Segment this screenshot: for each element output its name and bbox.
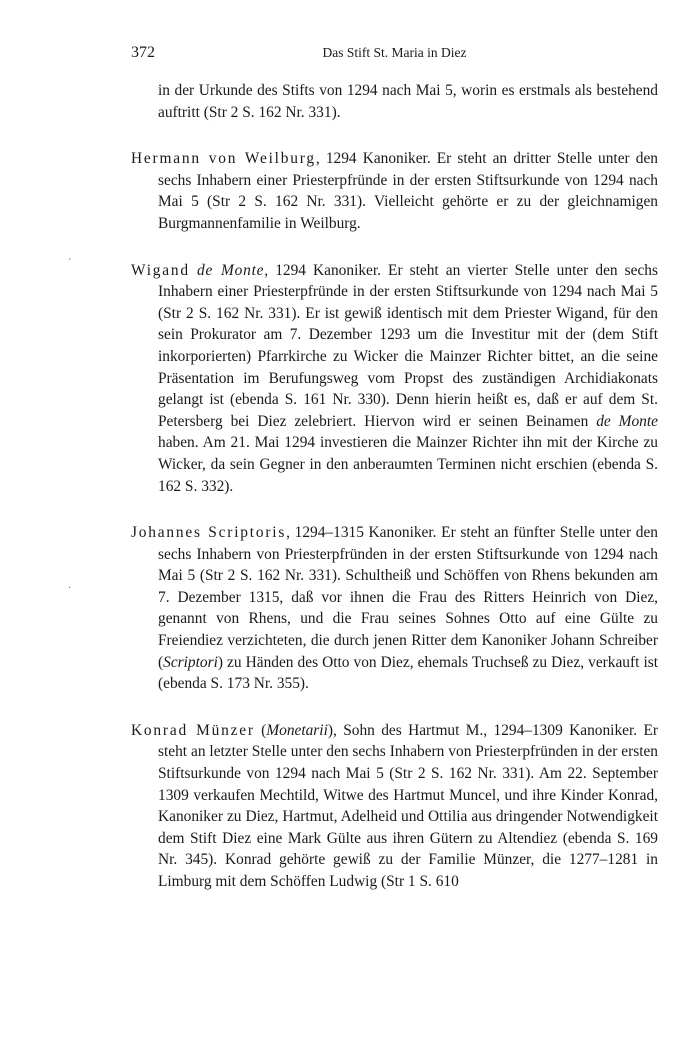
entry-italic-latin-name: Monetarii <box>266 721 328 739</box>
entry-text: haben. Am 21. Mai 1294 investieren die Mainzer Richter ihn mit der Kirche zu Wicker, da sein Gegner in den anberaumten Terminen nicht erschien (ebenda S. 162 S. 332). <box>158 434 658 495</box>
page-number: 372 <box>131 44 155 61</box>
running-head: Das Stift St. Maria in Diez <box>322 45 467 60</box>
entry-name: Johannes Scriptoris <box>131 524 287 542</box>
margin-mark: ˊ <box>68 258 72 269</box>
entry-name: Konrad Münzer <box>131 721 255 739</box>
entry-name: Hermann von Weilburg <box>131 150 316 168</box>
continuation-text: in der Urkunde des Stifts von 1294 nach Mai 5, worin es erstmals als bestehend auftritt (Str 2 S. 162 Nr. 331). <box>158 82 658 121</box>
entry-text: ) zu Händen des Otto von Diez, ehemals Truchseß zu Diez, verkauft ist (ebenda S. 173 Nr. 355). <box>158 653 658 693</box>
entry-text: , 1294 Kanoniker. Er steht an dritter Stelle unter den sechs Inhabern einer Priesterpfründe in der ersten Stiftsurkunde von 1294 nach Mai 5 (Str 2 S. 162 Nr. 331). Vielleicht gehörte er zu der gleichnamigen Burgmannenfamilie in Weilburg. <box>158 150 658 232</box>
entry-italic-epithet: de Monte <box>596 412 658 430</box>
continuation-paragraph <box>131 80 658 123</box>
entry-konrad-muenzer <box>131 720 658 893</box>
entry-johannes-scriptoris <box>131 522 658 695</box>
page-header <box>131 44 658 68</box>
entry-italic-epithet: de Monte <box>196 261 265 279</box>
entry-text: ), Sohn des Hartmut M., 1294–1309 Kanoniker. Er steht an letzter Stelle unter den sechs Inhabern von Priesterpfründen in der ersten Stiftsurkunde von 1294 nach Mai 5 (Str 2 S. 162 Nr. 331). Am 22. September 1309 verkaufen Mechtild, Witwe des Hartmut Muncel, und ihre Kinder Konrad, Kanoniker zu Diez, Hartmut, Adelheid und Ottilia aus dringender Notwendigkeit dem Stift Diez eine Mark Gülte aus ihren Gütern zu Altendiez (ebenda S. 169 Nr. 345). Konrad gehörte gewiß zu der Familie Münzer, die 1277–1281 in Limburg mit dem Schöffen Ludwig (Str 1 S. 610 <box>158 721 658 890</box>
margin-mark: · <box>68 583 72 594</box>
entry-text: , 1294 Kanoniker. Er steht an vierter Stelle unter den sechs Inhabern einer Priesterpfründe in der ersten Stiftsurkunde von 1294 nach Mai 5 (Str 2 S. 162 Nr. 331). Er ist gewiß identisch mit dem Priester Wigand, für den sein Prokurator am 7. Dezember 1293 um die Investitur mit der (dem Stift inkorporierten) Pfarrkirche zu Wicker die Mainzer Richter bittet, an die seine Präsentation im Berufungsweg vom Propst des zuständigen Archidiakonats gelangt ist (ebenda S. 161 Nr. 330). Denn hierin heißt es, daß er auf dem St. Petersberg bei Diez zelebriert. Hiervon wird er seinen Beinamen <box>158 261 658 430</box>
entry-text: ( <box>254 721 267 739</box>
entry-hermann-von-weilburg <box>131 148 658 234</box>
entry-name: Wigand <box>131 261 190 279</box>
page-body <box>131 80 658 893</box>
entry-text: , 1294–1315 Kanoniker. Er steht an fünfter Stelle unter den sechs Inhabern von Priesterpfründen in der ersten Stiftsurkunde von 1294 nach Mai 5 (Str 2 S. 162 Nr. 331). Schultheiß und Schöffen von Rhens bekunden am 7. Dezember 1315, daß vor ihnen die Frau des Ritters Heinrich von Diez, genannt von Rhens, und die Frau seines Sohnes Otto auf eine Gülte zu Freiendiez verzichteten, die durch jenen Ritter dem Kanoniker Johann Schreiber ( <box>158 524 658 671</box>
entry-wigand-de-monte <box>131 260 658 498</box>
entry-italic-latin-name: Scriptori <box>163 653 218 671</box>
